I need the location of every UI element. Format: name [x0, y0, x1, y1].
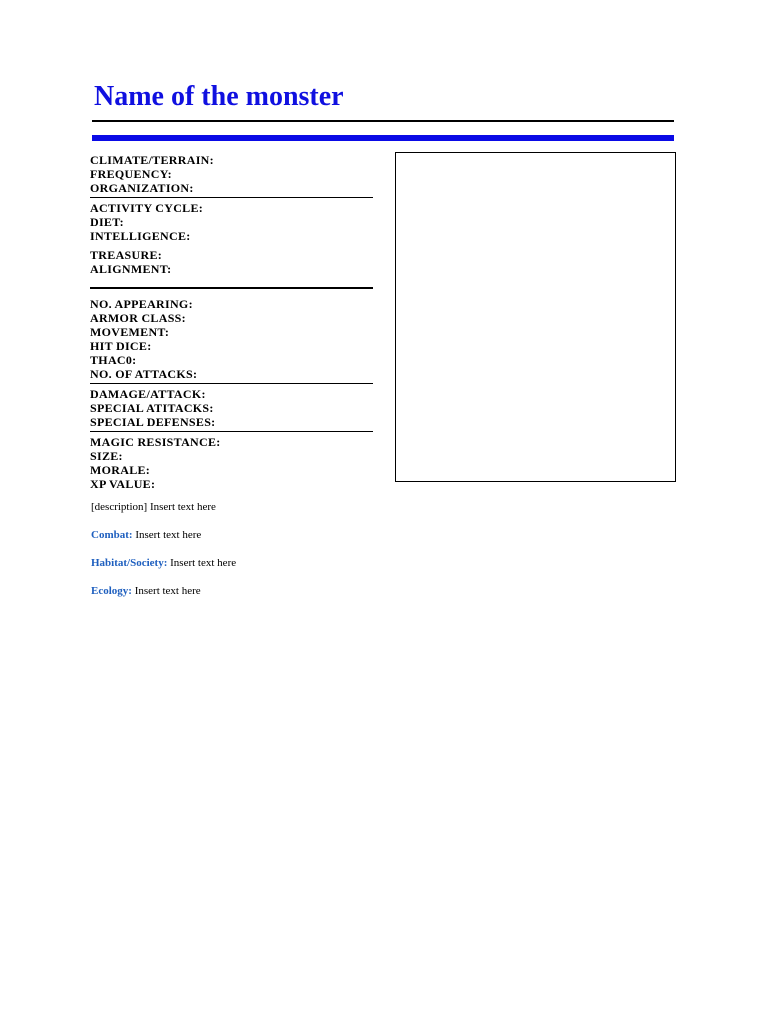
stat-movement: MOVEMENT:: [90, 325, 170, 339]
stat-group-behavior: [90, 201, 373, 289]
stat-morale: MORALE:: [90, 463, 151, 477]
stat-special-attacks: SPECIAL ATITACKS:: [90, 401, 214, 415]
page-title: Name of the monster: [94, 81, 344, 112]
description-section: [91, 500, 651, 612]
stat-diet: DIET:: [90, 215, 124, 229]
stat-group-misc: [90, 435, 373, 493]
combat-text: Insert text here: [132, 529, 202, 541]
habitat-heading: Habitat/Society:: [91, 557, 168, 569]
stat-climate-terrain: CLIMATE/TERRAIN:: [90, 153, 214, 167]
stat-no-appearing: NO. APPEARING:: [90, 297, 193, 311]
stat-group-environment: [90, 153, 373, 198]
ecology-heading: Ecology:: [91, 585, 132, 597]
stat-no-of-attacks: NO. OF ATTACKS:: [90, 367, 198, 381]
monster-image-frame: [395, 152, 676, 482]
stat-size: SIZE:: [90, 449, 123, 463]
title-rule-black: [92, 120, 674, 122]
stat-alignment: ALIGNMENT:: [90, 262, 172, 276]
title-rule-blue: [92, 135, 674, 141]
stat-thac0: THAC0:: [90, 353, 137, 367]
stat-treasure: TREASURE:: [90, 248, 163, 262]
combat-paragraph: [91, 528, 651, 542]
stat-hit-dice: HIT DICE:: [90, 339, 152, 353]
stat-organization: ORGANIZATION:: [90, 181, 194, 195]
spacer: [90, 276, 373, 281]
stat-group-combat: [90, 292, 373, 384]
habitat-text: Insert text here: [167, 557, 237, 569]
ecology-text: Insert text here: [131, 585, 201, 597]
stat-xp-value: XP VALUE:: [90, 477, 156, 491]
stat-frequency: FREQUENCY:: [90, 167, 172, 181]
stat-group-attacks: [90, 387, 373, 432]
stat-activity-cycle: ACTIVITY CYCLE:: [90, 201, 204, 215]
habitat-paragraph: [91, 556, 651, 570]
description-intro: [description] Insert text here: [91, 501, 216, 513]
stat-block: [90, 153, 373, 493]
stat-special-defenses: SPECIAL DEFENSES:: [90, 415, 216, 429]
stat-intelligence: INTELLIGENCE:: [90, 229, 191, 243]
stat-armor-class: ARMOR CLASS:: [90, 311, 186, 325]
combat-heading: Combat:: [91, 529, 133, 541]
stat-magic-resistance: MAGIC RESISTANCE:: [90, 435, 221, 449]
stat-damage-attack: DAMAGE/ATTACK:: [90, 387, 206, 401]
ecology-paragraph: [91, 584, 651, 598]
